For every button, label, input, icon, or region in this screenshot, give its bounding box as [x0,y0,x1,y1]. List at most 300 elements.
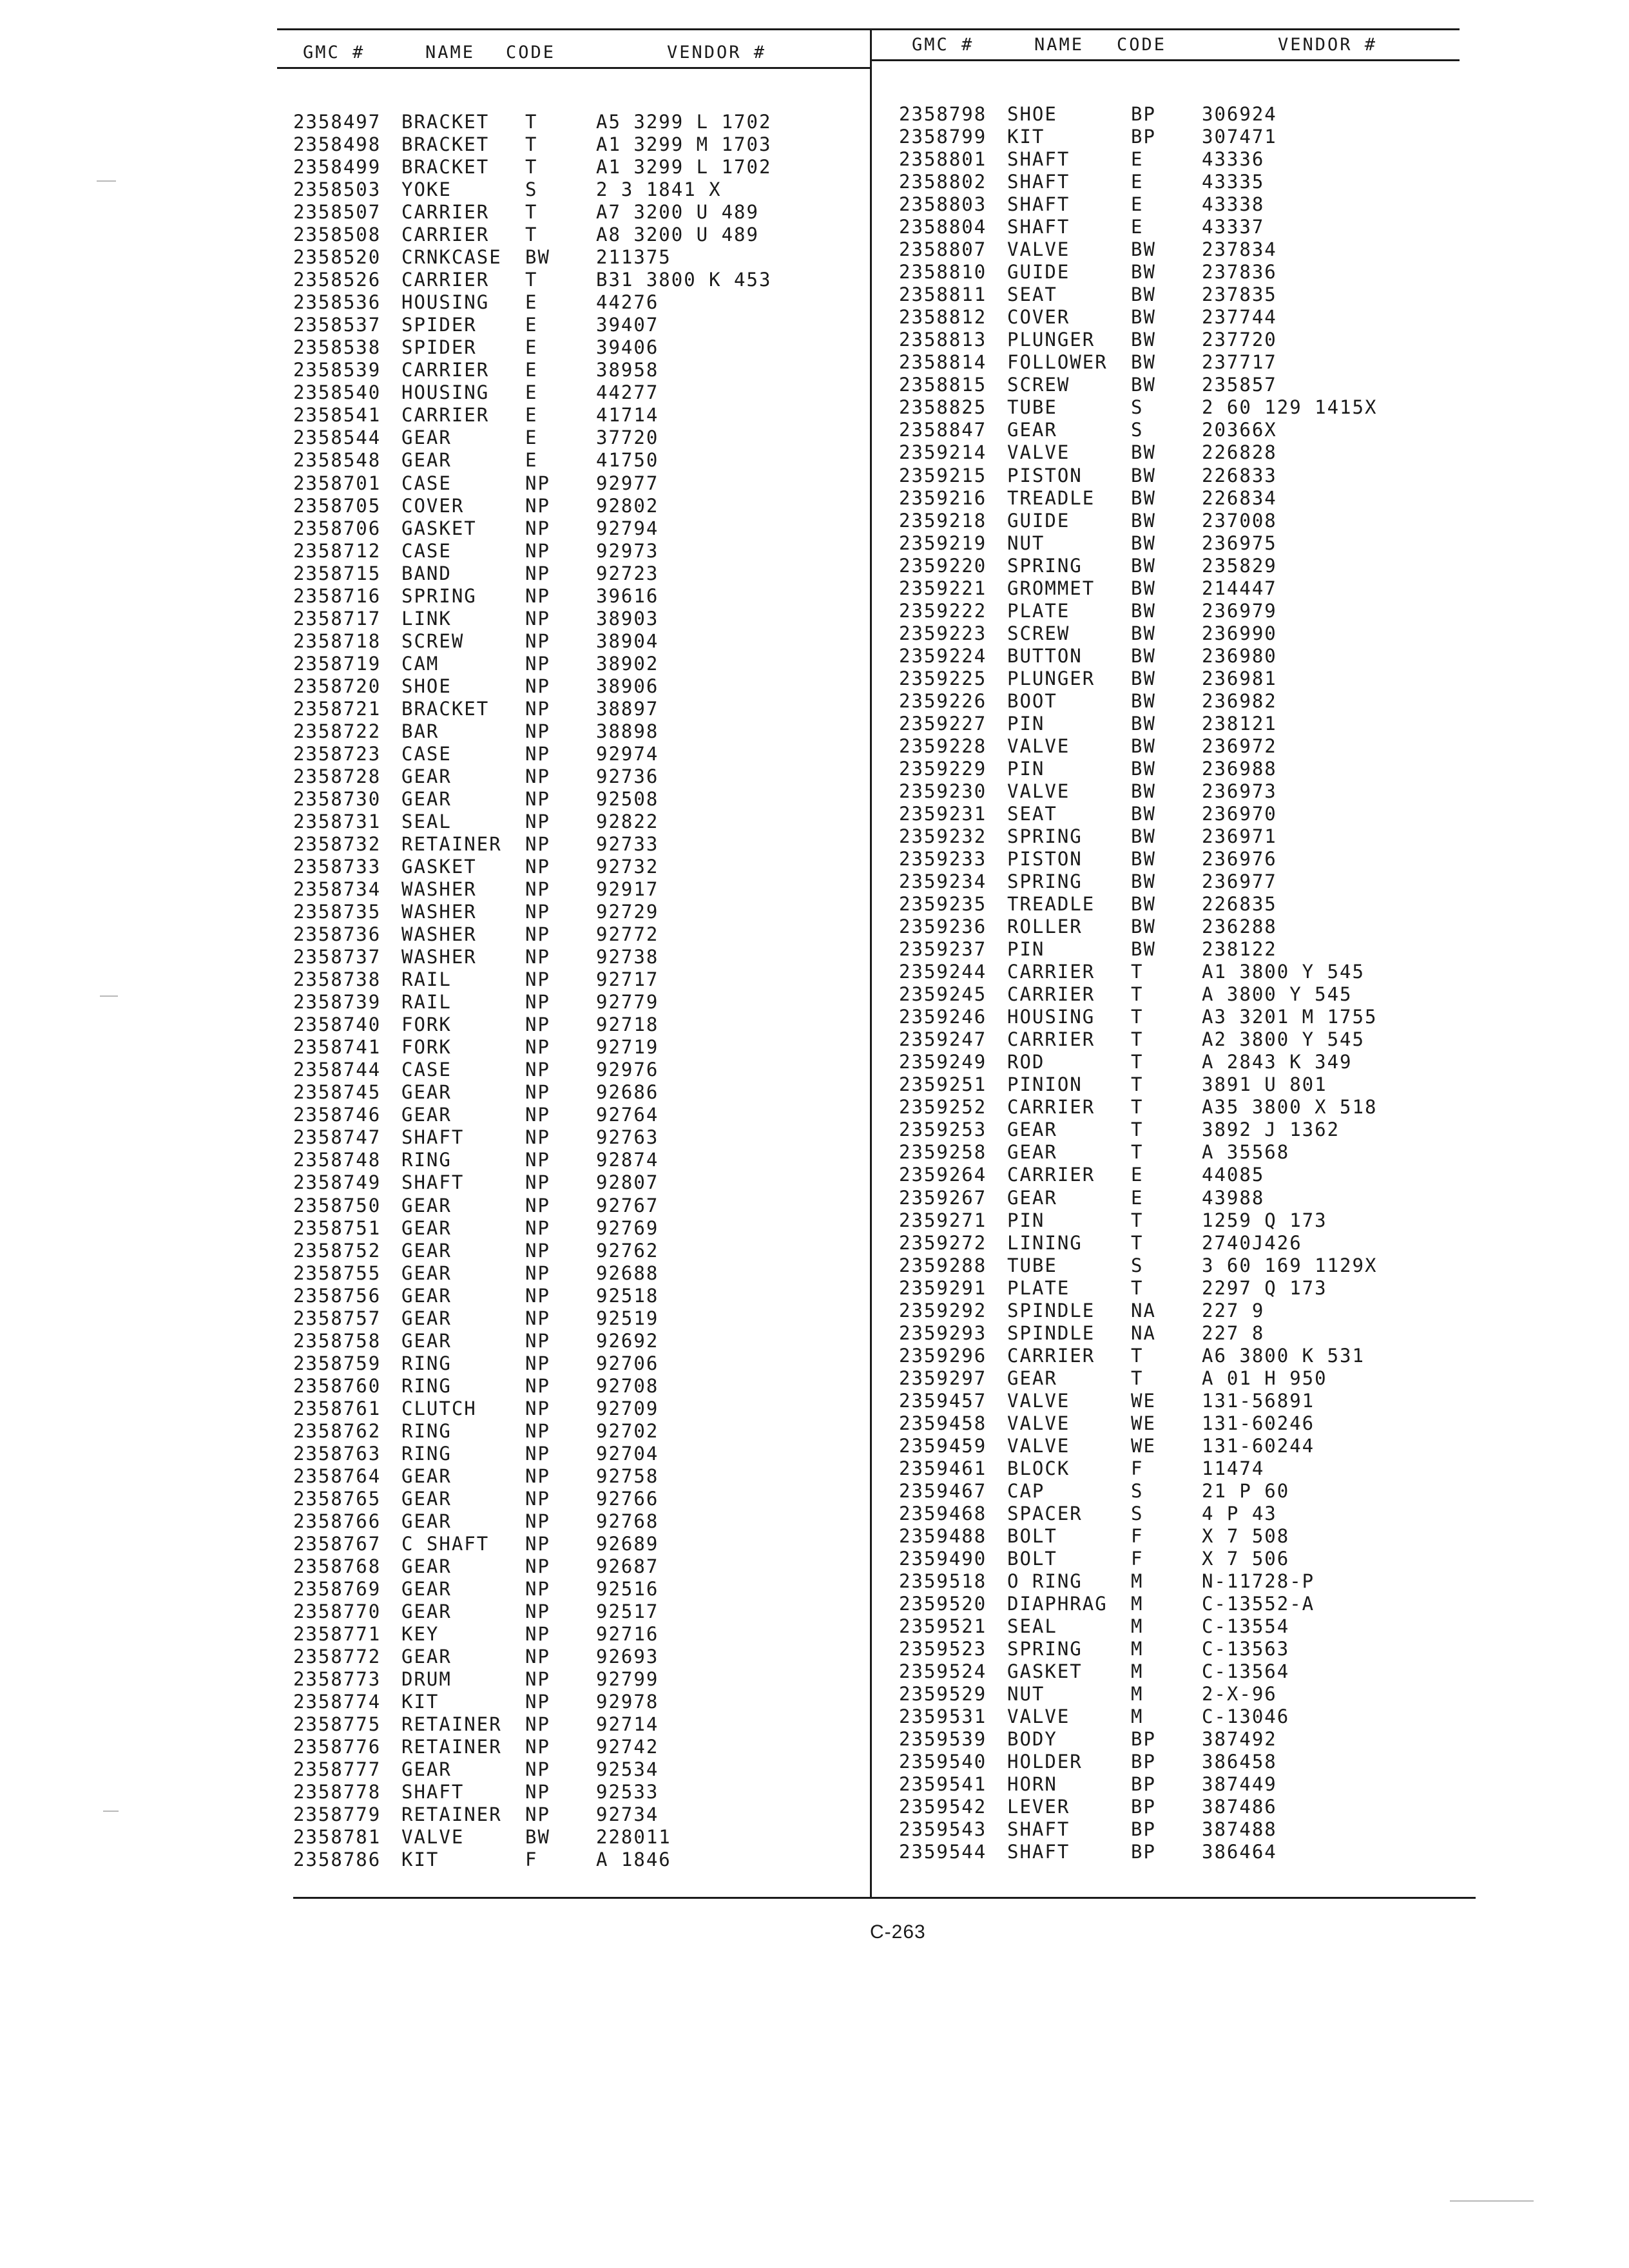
vendor-number: 92734 [596,1803,659,1826]
part-name: VALVE [1007,1389,1070,1412]
part-name: GEAR [1007,1141,1057,1164]
vendor-number: 38898 [596,720,659,742]
gmc-number: 2359234 [899,870,987,893]
vendor-number: 43336 [1202,148,1265,171]
vendor-code: M [1131,1615,1144,1638]
part-name: BRACKET [401,156,490,178]
vendor-number: 237835 [1202,284,1277,306]
vendor-number: 236990 [1202,622,1277,644]
gmc-number: 2359220 [899,554,987,577]
gmc-number: 2358733 [293,856,381,878]
gmc-number: 2358538 [293,336,381,359]
gmc-number: 2359252 [899,1096,987,1119]
part-name: GEAR [401,787,452,810]
vendor-number: 92517 [596,1600,659,1623]
gmc-number: 2358747 [293,1126,381,1149]
vendor-code: NP [525,1781,550,1803]
part-name: GEAR [401,1329,452,1352]
gmc-number: 2358734 [293,878,381,901]
vendor-number: 92714 [596,1713,659,1736]
vendor-number: 92742 [596,1736,659,1758]
vendor-code: NP [525,1036,550,1059]
vendor-number: 92704 [596,1442,659,1465]
vendor-number: 92977 [596,472,659,494]
part-name: PISTON [1007,464,1083,486]
vendor-code: BW [525,1826,550,1849]
vendor-code: F [1131,1548,1144,1570]
gmc-number: 2359468 [899,1502,987,1524]
part-name: RAIL [401,991,452,1014]
vendor-number: 92733 [596,833,659,855]
part-name: VALVE [1007,735,1070,757]
vendor-code: S [1131,1254,1144,1276]
vendor-number: 131-56891 [1202,1389,1315,1412]
vendor-number: 236970 [1202,802,1277,825]
gmc-number: 2358715 [293,562,381,584]
part-name: VALVE [1007,1434,1070,1457]
part-name: SHAFT [1007,171,1070,193]
header-name: NAME [425,43,476,62]
vendor-number: 387492 [1202,1728,1277,1751]
part-name: CARRIER [1007,983,1095,1006]
vendor-number: 235857 [1202,374,1277,396]
part-name: BRACKET [401,133,490,156]
gmc-number: 2358774 [293,1691,381,1713]
vendor-number: 92802 [596,494,659,517]
vendor-code: NP [525,1419,550,1442]
part-name: SPINDLE [1007,1299,1095,1321]
gmc-number: 2359218 [899,509,987,532]
vendor-code: F [1131,1457,1144,1479]
part-name: SEAT [1007,284,1057,306]
vendor-number: 236973 [1202,780,1277,802]
part-name: SEAL [1007,1615,1057,1638]
vendor-code: BW [1131,916,1156,938]
vendor-code: NP [525,494,550,517]
part-name: GEAR [401,427,452,449]
vendor-code: NP [525,1104,550,1126]
vendor-code: BW [1131,261,1156,284]
vendor-code: NP [525,720,550,742]
gmc-number: 2359267 [899,1186,987,1209]
part-name: GEAR [401,1194,452,1216]
vendor-code: E [525,314,538,336]
vendor-code: NP [525,878,550,901]
part-name: BLOCK [1007,1457,1070,1479]
gmc-number: 2359235 [899,893,987,916]
part-name: YOKE [401,178,452,201]
part-name: WASHER [401,901,477,923]
vendor-code: T [525,269,538,291]
vendor-code: BW [1131,464,1156,486]
gmc-number: 2359219 [899,532,987,554]
part-name: BUTTON [1007,644,1083,667]
vendor-number: C-13046 [1202,1706,1290,1728]
gmc-number: 2358803 [899,193,987,216]
header-vendor: VENDOR # [667,43,767,62]
part-name: COVER [1007,306,1070,329]
part-name: PLUNGER [1007,667,1095,689]
vendor-number: 236980 [1202,644,1277,667]
gmc-number: 2358768 [293,1555,381,1577]
vendor-number: 92716 [596,1623,659,1646]
vendor-number: C-13563 [1202,1638,1290,1660]
vendor-code: T [525,224,538,246]
vendor-code: E [525,359,538,381]
vendor-code: E [525,427,538,449]
vendor-number: 3892 J 1362 [1202,1119,1340,1141]
vendor-code: M [1131,1638,1144,1660]
gmc-number: 2358748 [293,1149,381,1171]
vendor-code: S [1131,396,1144,419]
vendor-code: S [1131,419,1144,441]
vendor-number: A 3800 Y 545 [1202,983,1353,1006]
gmc-number: 2358757 [293,1307,381,1329]
vendor-code: NP [525,1329,550,1352]
vendor-number: 236975 [1202,532,1277,554]
vendor-code: NP [525,1465,550,1487]
vendor-number: 92976 [596,1059,659,1081]
part-name: O RING [1007,1570,1083,1593]
vendor-code: T [525,156,538,178]
vendor-code: NP [525,991,550,1014]
vendor-number: 92767 [596,1194,659,1216]
vendor-code: T [1131,1028,1144,1051]
vendor-number: 37720 [596,427,659,449]
vendor-code: M [1131,1570,1144,1593]
vendor-number: 131-60246 [1202,1412,1315,1434]
vendor-code: BP [1131,1796,1156,1818]
vendor-number: 44085 [1202,1164,1265,1186]
gmc-number: 2358769 [293,1578,381,1600]
part-name: PLATE [1007,1276,1070,1299]
gmc-number: 2359271 [899,1209,987,1231]
vendor-code: BW [1131,532,1156,554]
vendor-number: 2297 Q 173 [1202,1276,1327,1299]
vendor-code: BW [1131,667,1156,689]
part-name: NUT [1007,1683,1045,1706]
vendor-code: NP [525,1239,550,1262]
gmc-number: 2359457 [899,1389,987,1412]
vendor-number: 92758 [596,1465,659,1487]
gmc-number: 2359520 [899,1593,987,1615]
vendor-code: S [1131,1502,1144,1524]
part-name: LEVER [1007,1796,1070,1818]
gmc-number: 2358760 [293,1374,381,1397]
gmc-number: 2358767 [293,1532,381,1555]
vendor-number: 41750 [596,449,659,472]
part-name: WASHER [401,923,477,946]
vendor-number: 92794 [596,517,659,539]
vendor-number: 387486 [1202,1796,1277,1818]
vendor-number: 38904 [596,629,659,652]
vendor-code: BP [1131,1751,1156,1773]
gmc-number: 2358763 [293,1442,381,1465]
gmc-number: 2358738 [293,968,381,991]
part-name: FORK [401,1014,452,1036]
part-name: GEAR [1007,419,1057,441]
part-name: CARRIER [1007,1164,1095,1186]
vendor-number: C-13564 [1202,1660,1290,1683]
vendor-code: NP [525,856,550,878]
vendor-code: WE [1131,1389,1156,1412]
gmc-number: 2359544 [899,1841,987,1863]
vendor-number: 238122 [1202,938,1277,961]
part-name: GEAR [401,1646,452,1668]
part-name: SHAFT [1007,1841,1070,1863]
part-name: GEAR [401,1239,452,1262]
vendor-number: 39406 [596,336,659,359]
header-name: NAME [1034,35,1084,55]
vendor-code: E [1131,1164,1144,1186]
vendor-code: NP [525,1510,550,1532]
vendor-code: NP [525,652,550,675]
vendor-number: 236288 [1202,916,1277,938]
vendor-code: T [1131,1006,1144,1028]
vendor-code: NP [525,1646,550,1668]
vendor-number: 92917 [596,878,659,901]
gmc-number: 2359246 [899,1006,987,1028]
vendor-number: 236977 [1202,870,1277,893]
vendor-code: BW [1131,509,1156,532]
part-name: RING [401,1374,452,1397]
vendor-code: BW [1131,870,1156,893]
vendor-number: 92732 [596,856,659,878]
vendor-code: NP [525,901,550,923]
part-name: PIN [1007,757,1045,780]
part-name: CAM [401,652,439,675]
header-gmc: GMC # [303,43,365,62]
vendor-number: 38903 [596,607,659,629]
vendor-code: BW [1131,486,1156,509]
vendor-number: 2740J426 [1202,1231,1302,1254]
gmc-number: 2359258 [899,1141,987,1164]
part-name: GEAR [401,1487,452,1510]
vendor-number: 92708 [596,1374,659,1397]
vendor-code: NP [525,629,550,652]
gmc-number: 2359249 [899,1051,987,1073]
gmc-number: 2358721 [293,697,381,720]
vendor-number: 237008 [1202,509,1277,532]
gmc-number: 2358520 [293,246,381,269]
vendor-code: NP [525,1555,550,1577]
part-name: SCREW [1007,374,1070,396]
vendor-number: 387449 [1202,1773,1277,1796]
vendor-code: BP [1131,1773,1156,1796]
part-name: GEAR [401,1600,452,1623]
gmc-number: 2358719 [293,652,381,675]
vendor-number: 92874 [596,1149,659,1171]
vendor-number: 39616 [596,584,659,607]
vendor-number: 92974 [596,742,659,765]
gmc-number: 2358770 [293,1600,381,1623]
gmc-number: 2358759 [293,1352,381,1374]
part-name: CARRIER [401,359,490,381]
part-name: C SHAFT [401,1532,490,1555]
gmc-number: 2358807 [899,238,987,261]
part-name: RETAINER [401,1803,502,1826]
vendor-code: NP [525,810,550,832]
part-name: RING [401,1442,452,1465]
gmc-number: 2358758 [293,1329,381,1352]
part-name: RAIL [401,968,452,991]
gmc-number: 2358750 [293,1194,381,1216]
vendor-number: 92978 [596,1691,659,1713]
vendor-code: NP [525,1126,550,1149]
gmc-number: 2359541 [899,1773,987,1796]
vendor-number: A2 3800 Y 545 [1202,1028,1365,1051]
gmc-number: 2358736 [293,923,381,946]
gmc-number: 2358773 [293,1668,381,1691]
part-name: FORK [401,1036,452,1059]
gmc-number: 2359292 [899,1299,987,1321]
vendor-number: 386458 [1202,1751,1277,1773]
gmc-number: 2358752 [293,1239,381,1262]
part-name: SPACER [1007,1502,1083,1524]
gmc-number: 2358701 [293,472,381,494]
gmc-number: 2358536 [293,291,381,314]
vendor-code: T [1131,1209,1144,1231]
part-name: VALVE [1007,441,1070,464]
vendor-code: BW [1131,689,1156,712]
gmc-number: 2358731 [293,810,381,832]
gmc-number: 2358741 [293,1036,381,1059]
vendor-number: 92688 [596,1262,659,1284]
gmc-number: 2358801 [899,148,987,171]
gmc-number: 2358761 [293,1397,381,1419]
gmc-number: 2358756 [293,1284,381,1307]
gmc-number: 2358777 [293,1758,381,1781]
vendor-number: 92736 [596,765,659,787]
part-name: HOUSING [1007,1006,1095,1028]
vendor-code: NP [525,1487,550,1510]
part-name: SPRING [1007,825,1083,847]
vendor-code: NP [525,1397,550,1419]
vendor-code: T [525,111,538,133]
vendor-code: BW [1131,622,1156,644]
gmc-number: 2359529 [899,1683,987,1706]
vendor-code: NP [525,517,550,539]
part-name: RING [401,1149,452,1171]
vendor-code: S [525,178,538,201]
gmc-number: 2358717 [293,607,381,629]
vendor-number: 227 8 [1202,1321,1265,1344]
vendor-number: 4 P 43 [1202,1502,1277,1524]
vendor-number: 236981 [1202,667,1277,689]
gmc-number: 2358540 [293,381,381,404]
header-vendor: VENDOR # [1278,35,1378,55]
part-name: RETAINER [401,1736,502,1758]
vendor-number: A 2843 K 349 [1202,1051,1353,1073]
vendor-code: NP [525,1194,550,1216]
part-name: RING [401,1419,452,1442]
vendor-code: T [1131,961,1144,983]
gmc-number: 2359225 [899,667,987,689]
scan-speck [103,1811,119,1812]
vendor-number: 38958 [596,359,659,381]
part-name: DRUM [401,1668,452,1691]
vendor-number: 92718 [596,1014,659,1036]
vendor-code: NP [525,1803,550,1826]
gmc-number: 2359293 [899,1321,987,1344]
part-name: HOUSING [401,291,490,314]
vendor-number: 92973 [596,539,659,562]
part-name: KIT [401,1849,439,1871]
part-name: SEAT [1007,802,1057,825]
vendor-number: A5 3299 L 1702 [596,111,772,133]
vendor-number: A1 3299 L 1702 [596,156,772,178]
vendor-code: NP [525,1668,550,1691]
part-name: GASKET [401,517,477,539]
part-name: SPINDLE [1007,1321,1095,1344]
gmc-number: 2358825 [899,396,987,419]
part-name: FOLLOWER [1007,351,1108,374]
part-name: PLATE [1007,599,1070,622]
vendor-code: T [1131,1119,1144,1141]
vendor-code: BW [1131,735,1156,757]
part-name: SHAFT [1007,193,1070,216]
vendor-number: 3 60 169 1129X [1202,1254,1378,1276]
vendor-number: 92519 [596,1307,659,1329]
vendor-number: 92687 [596,1555,659,1577]
vendor-number: 92768 [596,1510,659,1532]
gmc-number: 2358744 [293,1059,381,1081]
part-name: SHAFT [401,1781,465,1803]
vendor-code: NP [525,472,550,494]
vendor-number: 92508 [596,787,659,810]
part-name: PLUNGER [1007,329,1095,351]
part-name: CRNKCASE [401,246,502,269]
gmc-number: 2358798 [899,103,987,125]
gmc-number: 2358720 [293,675,381,697]
vendor-number: C-13554 [1202,1615,1290,1638]
gmc-number: 2359251 [899,1073,987,1096]
vendor-code: BW [1131,599,1156,622]
gmc-number: 2359232 [899,825,987,847]
part-name: ROD [1007,1051,1045,1073]
vendor-number: 237720 [1202,329,1277,351]
gmc-number: 2359231 [899,802,987,825]
part-name: SHOE [1007,103,1057,125]
header-underline-right [870,59,1460,61]
vendor-code: S [1131,1479,1144,1502]
part-name: SEAL [401,810,452,832]
gmc-number: 2358740 [293,1014,381,1036]
vendor-code: BW [1131,554,1156,577]
gmc-number: 2358507 [293,201,381,224]
gmc-number: 2358766 [293,1510,381,1532]
vendor-number: 92723 [596,562,659,584]
part-name: PISTON [1007,848,1083,870]
vendor-number: A6 3800 K 531 [1202,1344,1365,1367]
vendor-code: BW [1131,644,1156,667]
gmc-number: 2359264 [899,1164,987,1186]
vendor-number: A 01 H 950 [1202,1367,1327,1389]
column-divider [870,28,872,1897]
part-name: GEAR [401,1578,452,1600]
gmc-number: 2358739 [293,991,381,1014]
vendor-code: BW [1131,780,1156,802]
gmc-number: 2358810 [899,261,987,284]
vendor-number: 237744 [1202,306,1277,329]
vendor-code: BW [1131,238,1156,261]
vendor-number: 92769 [596,1216,659,1239]
vendor-code: NP [525,968,550,991]
part-name: GUIDE [1007,509,1070,532]
gmc-number: 2358730 [293,787,381,810]
part-name: CASE [401,472,452,494]
vendor-code: E [525,404,538,427]
